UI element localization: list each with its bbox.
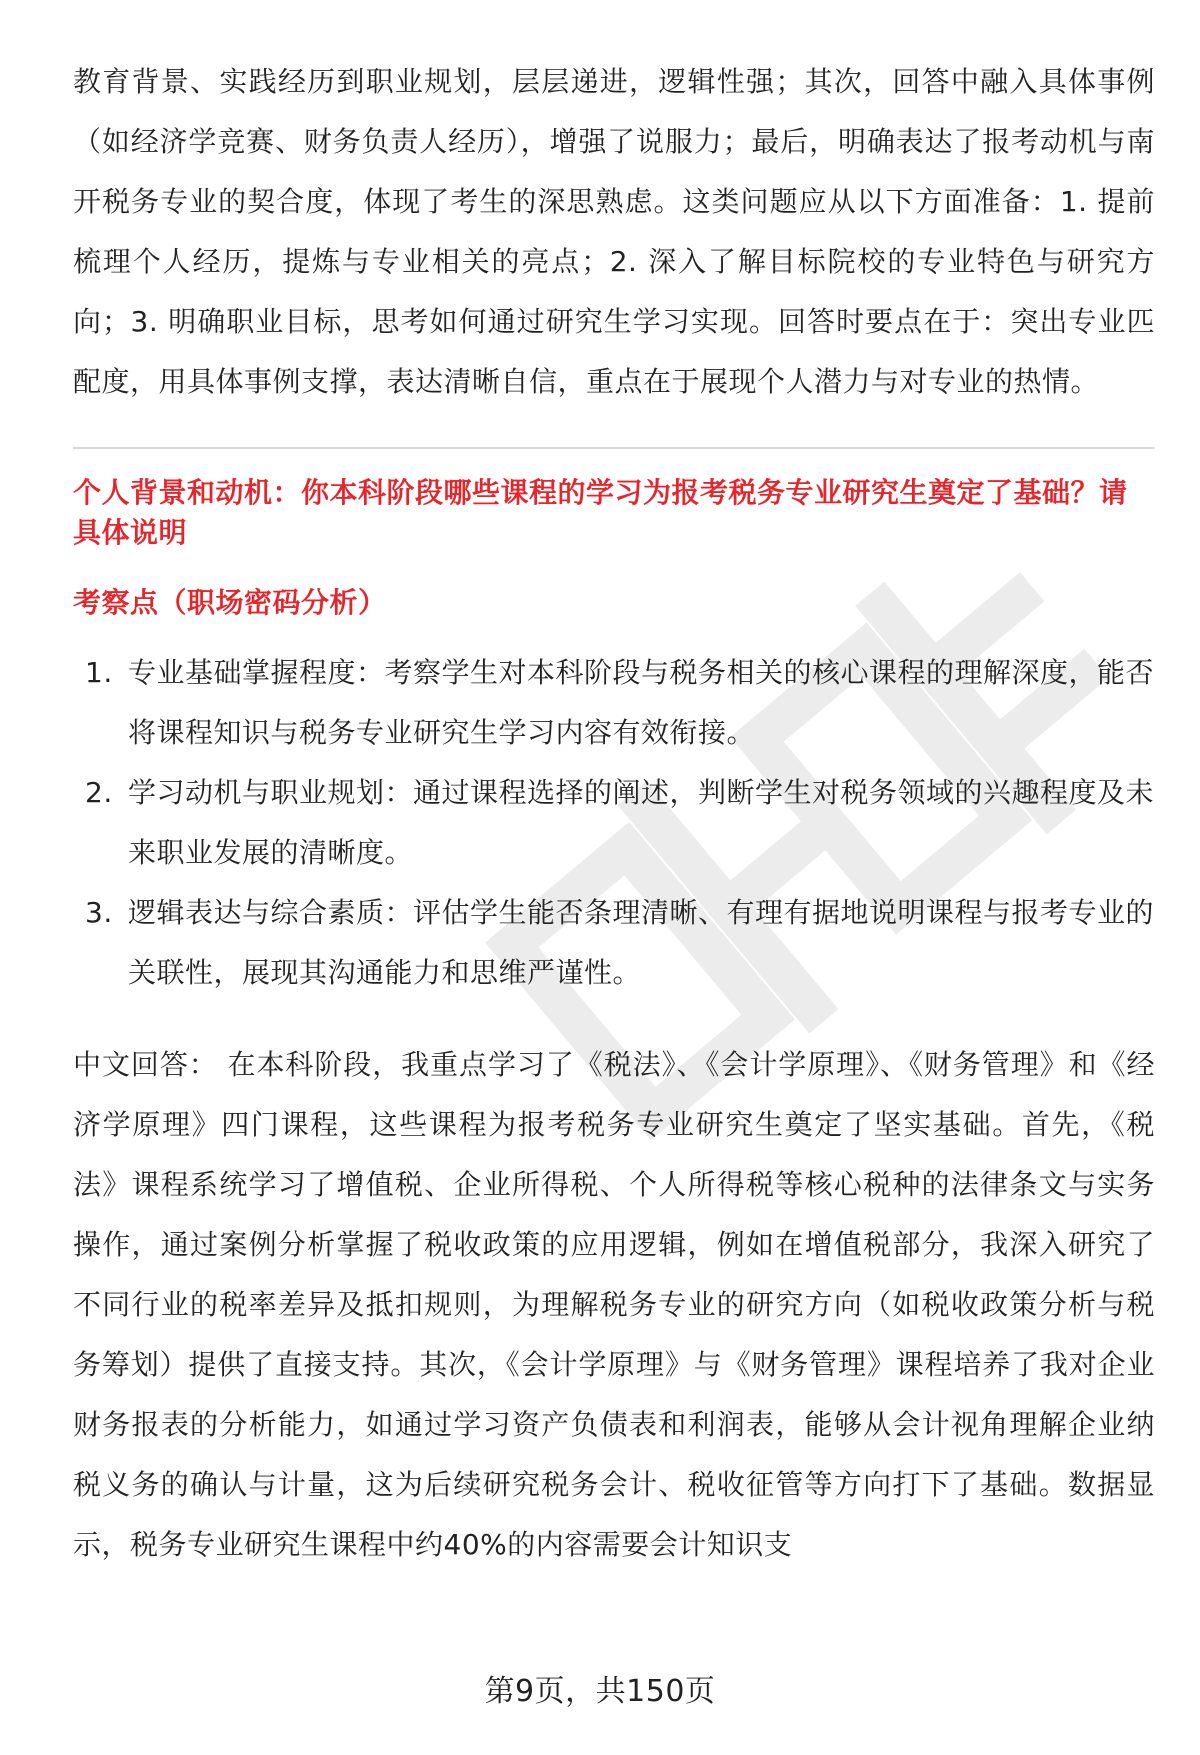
section-divider <box>73 447 1155 449</box>
list-item-text: 学习动机与职业规划：通过课程选择的阐述，判断学生对税务领域的兴趣程度及未来职业发展的清晰度。 <box>128 776 1155 869</box>
list-item-text: 专业基础掌握程度：考察学生对本科阶段与税务相关的核心课程的理解深度，能否将课程知识与税务专业研究生学习内容有效衔接。 <box>128 656 1155 749</box>
answer-paragraph: 中文回答： 在本科阶段，我重点学习了《税法》、《会计学原理》、《财务管理》和《经济学原理》四门课程，这些课程为报考税务专业研究生奠定了坚实基础。首先，《税法》课程系统学习了增值税、企业所得税、个人所得税等核心税种的法律条文与实务操作，通过案例分析掌握了税收政策的应用逻辑，例如在增值税部分，我深入研究了不同行业的税率差异及抵扣规则，为理解税务专业的研究方向（如税收政策分析与税务筹划）提供了直接支持。其次，《会计学原理》与《财务管理》课程培养了我对企业财务报表的分析能力，如通过学习资产负债表和利润表，能够从会计视角理解企业纳税义务的确认与计量，这为后续研究税务会计、税收征管等方向打下了基础。数据显示，税务专业研究生课程中约40%的内容需要会计知识支 <box>73 1048 1155 1561</box>
page-content <box>73 52 1155 1575</box>
list-item-number: 1. <box>85 656 113 689</box>
list-item <box>73 643 1155 763</box>
intro-paragraph: 教育背景、实践经历到职业规划，层层递进，逻辑性强；其次，回答中融入具体事例（如经济学竞赛、财务负责人经历），增强了说服力；最后，明确表达了报考动机与南开税务专业的契合度，体现了考生的深思熟虑。这类问题应从以下方面准备：1. 提前梳理个人经历，提炼与专业相关的亮点；2. 深入了解目标院校的专业特色与研究方向；3. 明确职业目标，思考如何通过研究生学习实现。回答时要点在于：突出专业匹配度，用具体事例支撑，表达清晰自信，重点在于展现个人潜力与对专业的热情。 <box>73 65 1155 398</box>
list-item-number: 2. <box>85 776 113 809</box>
list-item-text: 逻辑表达与综合素质：评估学生能否条理清晰、有理有据地说明课程与报考专业的关联性，展现其沟通能力和思维严谨性。 <box>128 896 1155 989</box>
assessment-points-list <box>73 643 1155 1003</box>
page-footer <box>0 1672 1200 1712</box>
question-heading: 个人背景和动机：你本科阶段哪些课程的学习为报考税务专业研究生奠定了基础？请具体说明 <box>73 476 1128 549</box>
section-label: 考察点（职场密码分析） <box>73 586 387 619</box>
list-item-number: 3. <box>85 896 113 929</box>
list-item <box>73 763 1155 883</box>
list-item <box>73 883 1155 1003</box>
page-number-label: 第9页，共150页 <box>484 1674 716 1709</box>
